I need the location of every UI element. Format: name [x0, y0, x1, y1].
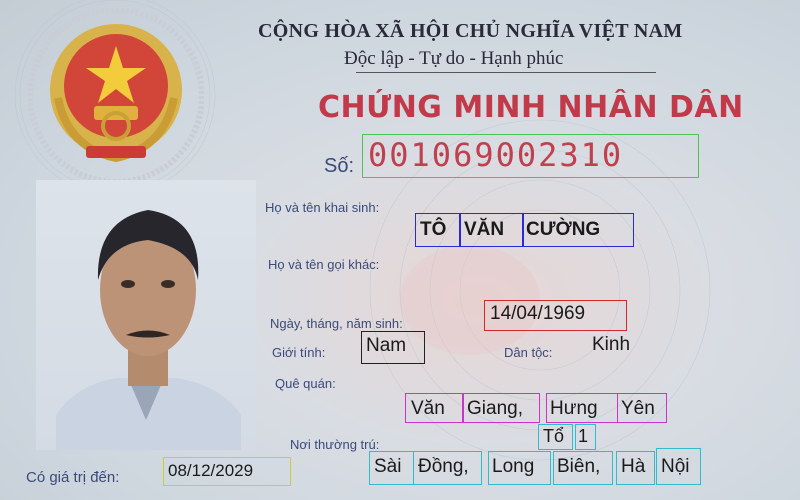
residence-word: Biên, — [557, 456, 601, 477]
hometown-box — [405, 393, 463, 423]
residence-box — [553, 451, 613, 485]
hometown-label: Quê quán: — [275, 376, 336, 391]
full-name-word: VĂN — [464, 219, 505, 240]
residence-word: Long — [492, 456, 535, 477]
id-number: 001069002310 — [368, 136, 624, 174]
motto-underline — [356, 72, 656, 73]
residence-box — [488, 451, 551, 485]
expiry-label: Có giá trị đến: — [26, 469, 120, 486]
name-box — [522, 213, 634, 247]
residence-label: Nơi thường trú: — [290, 437, 380, 452]
id-number-label: Số: — [324, 155, 355, 177]
national-emblem-icon — [28, 8, 204, 184]
residence-box — [538, 424, 573, 450]
residence-word: Đồng, — [418, 456, 469, 477]
sex-label: Giới tính: — [272, 345, 326, 360]
hometown-word: Hưng — [550, 398, 598, 419]
hometown-box — [617, 393, 667, 423]
portrait-photo — [36, 180, 256, 450]
residence-box — [656, 448, 701, 485]
ethnicity-label: Dân tộc: — [504, 345, 553, 360]
dob-label: Ngày, tháng, năm sinh: — [270, 316, 403, 331]
ethnicity-value: Kinh — [592, 334, 631, 355]
hometown-word: Văn — [411, 398, 445, 419]
full-name-label: Họ và tên khai sinh: — [265, 200, 380, 215]
expiry-box — [163, 457, 291, 486]
full-name-word: CƯỜNG — [526, 219, 601, 240]
dob-value: 14/04/1969 — [490, 303, 586, 324]
residence-word: 1 — [578, 426, 589, 446]
card-title: CHỨNG MINH NHÂN DÂN — [318, 90, 744, 125]
residence-word: Nội — [661, 456, 690, 477]
residence-box — [575, 424, 596, 450]
full-name-word: TÔ — [420, 219, 447, 240]
id-number-box — [362, 134, 699, 178]
residence-word: Hà — [621, 456, 646, 477]
hometown-word: Yên — [621, 398, 655, 419]
residence-box — [369, 451, 414, 485]
motto: Độc lập - Tự do - Hạnh phúc — [344, 48, 564, 69]
residence-word: Tổ — [543, 426, 565, 446]
other-name-label: Họ và tên gọi khác: — [268, 257, 380, 272]
sex-box — [361, 331, 425, 364]
hometown-word: Giang, — [467, 398, 523, 419]
republic-heading: CỘNG HÒA XÃ HỘI CHỦ NGHĨA VIỆT NAM — [258, 20, 683, 42]
sex-value: Nam — [366, 335, 407, 356]
name-box — [459, 213, 524, 247]
hometown-box — [463, 393, 540, 423]
hometown-box — [546, 393, 618, 423]
expiry-value: 08/12/2029 — [168, 461, 254, 480]
residence-word: Sài — [374, 456, 402, 477]
dob-box — [484, 300, 627, 331]
residence-box — [616, 451, 655, 485]
residence-box — [413, 451, 482, 485]
name-box — [415, 213, 461, 247]
